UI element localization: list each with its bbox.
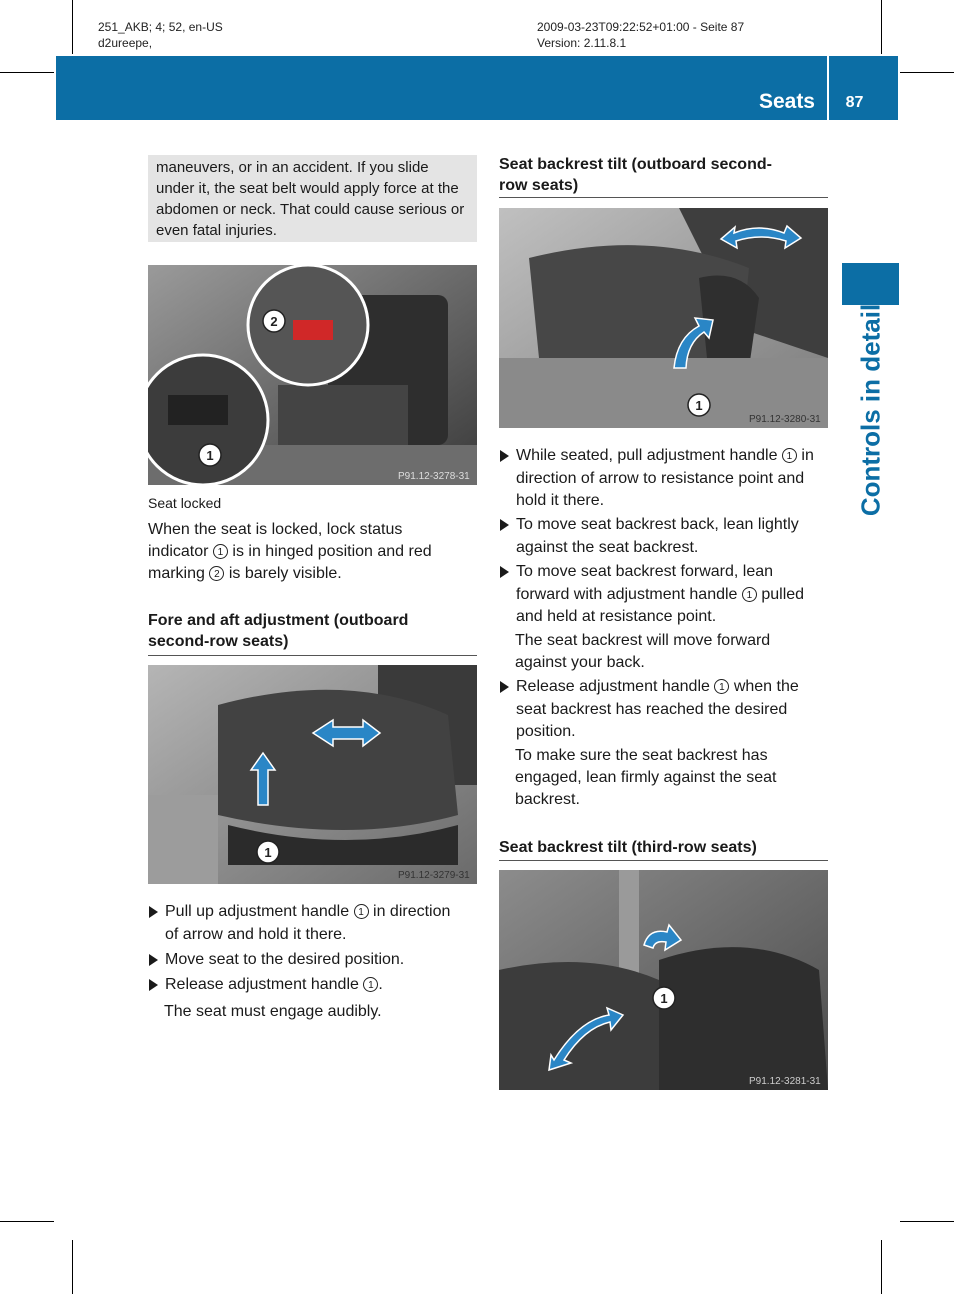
text-line: pulled	[761, 585, 805, 603]
figure-code: P91.12-3278-31	[398, 471, 470, 482]
text-line: To move seat backrest forward, lean	[516, 563, 774, 580]
step-item	[499, 676, 834, 744]
callout-number: 2	[270, 314, 278, 329]
chapter-tab	[842, 263, 899, 305]
text-line: seat backrest has reached the desired	[516, 700, 788, 718]
section-title: Seats	[758, 90, 815, 113]
crop-mark	[900, 72, 954, 73]
crop-mark	[72, 0, 73, 54]
subheading-backrest-third-row: Seat backrest tilt (third-row seats)	[499, 839, 757, 856]
text-line: when the	[733, 678, 799, 695]
crop-mark	[881, 1240, 882, 1294]
result-note: The seat must engage audibly.	[164, 1003, 382, 1020]
figure-code: P91.12-3279-31	[398, 870, 470, 881]
heading-line: second-row seats)	[148, 633, 289, 650]
subheading-backrest-second-row	[499, 154, 772, 196]
heading-rule	[499, 197, 828, 198]
text-line: is in hinged position and red	[232, 543, 432, 560]
step-bullet-icon	[149, 979, 158, 991]
text-line: backrest.	[515, 791, 580, 808]
text-line: To move seat backrest back, lean lightly	[516, 516, 799, 533]
step-item	[499, 561, 834, 629]
heading-line: Fore and aft adjustment (outboard	[148, 612, 409, 629]
callout-ref: 1	[354, 904, 369, 919]
text-line: against your back.	[515, 654, 645, 671]
callout-ref: 1	[714, 679, 729, 694]
text-line: .	[378, 976, 383, 993]
meta-line: Version: 2.11.8.1	[537, 36, 627, 50]
text-line: While seated, pull adjustment handle	[516, 447, 778, 464]
crop-mark	[72, 1240, 73, 1294]
meta-line: 2009-03-23T09:22:52+01:00 - Seite 87	[537, 20, 745, 34]
heading-line: row seats)	[499, 177, 579, 194]
text-line: To make sure the seat backrest has	[515, 747, 768, 764]
meta-line: d2ureepe,	[98, 36, 153, 50]
step-item	[499, 514, 834, 559]
subheading-fore-aft	[148, 610, 408, 652]
text-line: The seat backrest will move forward	[515, 632, 771, 649]
heading-rule	[148, 655, 477, 656]
text-line: Release adjustment handle	[165, 976, 359, 993]
text-line: position.	[516, 723, 576, 740]
text-line: forward with adjustment handle	[516, 585, 738, 603]
figure-code: P91.12-3281-31	[749, 1076, 821, 1087]
step-bullet-icon	[500, 450, 509, 462]
text-line: and held at resistance point.	[516, 608, 717, 625]
result-note	[515, 745, 777, 811]
figure-seat-locked	[148, 265, 477, 485]
figure-backrest-third-row	[499, 870, 828, 1090]
figure-caption: Seat locked	[148, 495, 222, 511]
text-line: hold it there.	[516, 492, 605, 509]
text-line: engaged, lean firmly against the seat	[515, 769, 777, 786]
callout-number: 1	[695, 398, 703, 413]
text-line: marking	[148, 565, 205, 582]
step-bullet-icon	[500, 519, 509, 531]
crop-mark	[0, 72, 54, 73]
callout-number: 1	[264, 845, 272, 860]
text-line: in direction	[373, 903, 451, 920]
step-bullet-icon	[500, 681, 509, 693]
paragraph-lock-status	[148, 519, 477, 585]
step-item	[148, 901, 477, 946]
text-line: of arrow and hold it there.	[165, 925, 347, 943]
crop-mark	[900, 1221, 954, 1222]
step-item	[148, 974, 477, 997]
text-line: Move seat to the desired position.	[165, 951, 405, 968]
callout-ref: 1	[782, 448, 797, 463]
callout-ref: 1	[213, 544, 228, 559]
text-line: in	[801, 447, 814, 464]
page-number: 87	[845, 94, 864, 111]
step-item	[499, 445, 834, 513]
callout-ref: 1	[363, 977, 378, 992]
text-line: against the seat backrest.	[516, 538, 699, 556]
text-line: indicator	[148, 543, 209, 560]
heading-rule	[499, 860, 828, 861]
callout-number: 1	[660, 991, 668, 1006]
step-bullet-icon	[149, 954, 158, 966]
text-line: When the seat is locked, lock status	[148, 521, 403, 538]
text-line: Pull up adjustment handle	[165, 903, 350, 920]
warning-box: maneuvers, or in an accident. If you slide under it, the seat belt would apply force at the abdomen or neck. That could cause serious or even fatal injuries.	[148, 155, 477, 242]
figure-fore-aft	[148, 665, 477, 884]
meta-line: 251_AKB; 4; 52, en-US	[98, 20, 223, 34]
print-meta-left	[98, 19, 223, 51]
figure-backrest-second-row	[499, 208, 828, 428]
step-item	[148, 949, 477, 972]
heading-line: Seat backrest tilt (outboard second-	[499, 156, 772, 173]
print-meta-right	[537, 19, 744, 51]
figure-code: P91.12-3280-31	[749, 414, 821, 425]
step-bullet-icon	[149, 906, 158, 918]
text-line: Release adjustment handle	[516, 678, 710, 695]
callout-ref: 2	[209, 566, 224, 581]
text-line: direction of arrow to resistance point and	[516, 469, 805, 487]
step-bullet-icon	[500, 566, 509, 578]
callout-number: 1	[206, 448, 214, 463]
crop-mark	[881, 0, 882, 54]
text-line: is barely visible.	[228, 565, 342, 582]
crop-mark	[0, 1221, 54, 1222]
callout-ref: 1	[742, 587, 757, 602]
result-note	[515, 630, 770, 674]
chapter-label: Controls in detail	[855, 303, 886, 517]
